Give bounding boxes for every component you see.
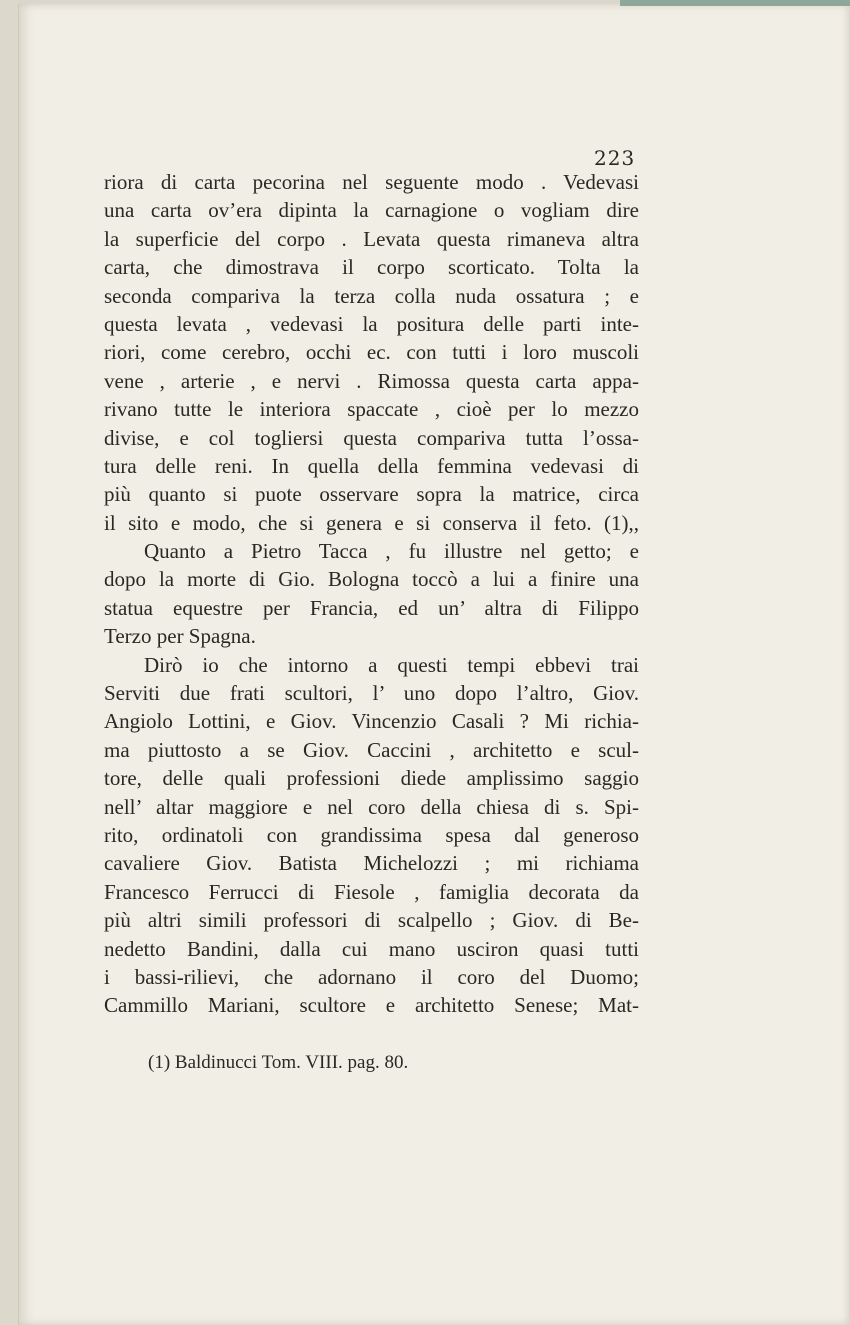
text-line: cavaliere Giov. Batista Michelozzi ; mi richiama xyxy=(104,851,639,876)
text-line: il sito e modo, che si genera e si conserva il feto. (1),, xyxy=(104,510,639,535)
text-line: vene , arterie , e nervi . Rimossa questa carta appa- xyxy=(104,368,639,393)
page-left-margin xyxy=(0,0,18,1325)
body-text xyxy=(104,168,639,1020)
text-line: Francesco Ferrucci di Fiesole , famiglia decorata da xyxy=(104,879,639,904)
text-line: Angiolo Lottini, e Giov. Vincenzio Casali ? Mi richia- xyxy=(104,709,639,734)
text-line: riora di carta pecorina nel seguente modo . Vedevasi xyxy=(104,170,639,194)
text-line: più quanto si puote osservare sopra la matrice, circa xyxy=(104,482,639,507)
text-line: Terzo per Spagna. xyxy=(104,624,256,649)
text-line: tore, delle quali professioni diede amplissimo saggio xyxy=(104,766,639,791)
text-line: nell’ altar maggiore e nel coro della chiesa di s. Spi- xyxy=(104,794,639,819)
text-line: divise, e col togliersi questa compariva tutta l’ossa- xyxy=(104,425,639,450)
text-line: questa levata , vedevasi la positura delle parti inte- xyxy=(104,311,639,336)
text-line: rivano tutte le interiora spaccate , cioè per lo mezzo xyxy=(104,397,639,422)
text-line: statua equestre per Francia, ed un’ altra di Filippo xyxy=(104,595,639,620)
text-line: dopo la morte di Gio. Bologna toccò a lui a finire una xyxy=(104,567,639,592)
text-line: carta, che dimostrava il corpo scorticato. Tolta la xyxy=(104,255,639,280)
cover-edge xyxy=(620,0,850,6)
text-line: una carta ov’era dipinta la carnagione o vogliam dire xyxy=(104,198,639,223)
text-line: Quanto a Pietro Tacca , fu illustre nel getto; e xyxy=(144,539,639,564)
text-line: Dirò io che intorno a questi tempi ebbevi trai xyxy=(144,652,639,677)
text-line: tura delle reni. In quella della femmina vedevasi di xyxy=(104,453,639,478)
text-line: più altri simili professori di scalpello ; Giov. di Be- xyxy=(104,908,639,933)
text-line: i bassi-rilievi, che adornano il coro del Duomo; xyxy=(104,964,639,989)
text-line: Serviti due frati scultori, l’ uno dopo l’altro, Giov. xyxy=(104,681,639,706)
text-line: la superficie del corpo . Levata questa rimaneva altra xyxy=(104,226,639,251)
text-line: rito, ordinatoli con grandissima spesa dal generoso xyxy=(104,822,639,847)
page-number: 223 xyxy=(594,146,636,170)
text-line: Cammillo Mariani, scultore e architetto Senese; Mat- xyxy=(104,993,639,1018)
text-line: nedetto Bandini, dalla cui mano usciron quasi tutti xyxy=(104,936,639,961)
footnote: (1) Baldinucci Tom. VIII. pag. 80. xyxy=(148,1052,409,1073)
text-line: riori, come cerebro, occhi ec. con tutti i loro muscoli xyxy=(104,340,639,365)
text-line: seconda compariva la terza colla nuda ossatura ; e xyxy=(104,283,639,308)
text-line: ma piuttosto a se Giov. Caccini , architetto e scul- xyxy=(104,737,639,762)
